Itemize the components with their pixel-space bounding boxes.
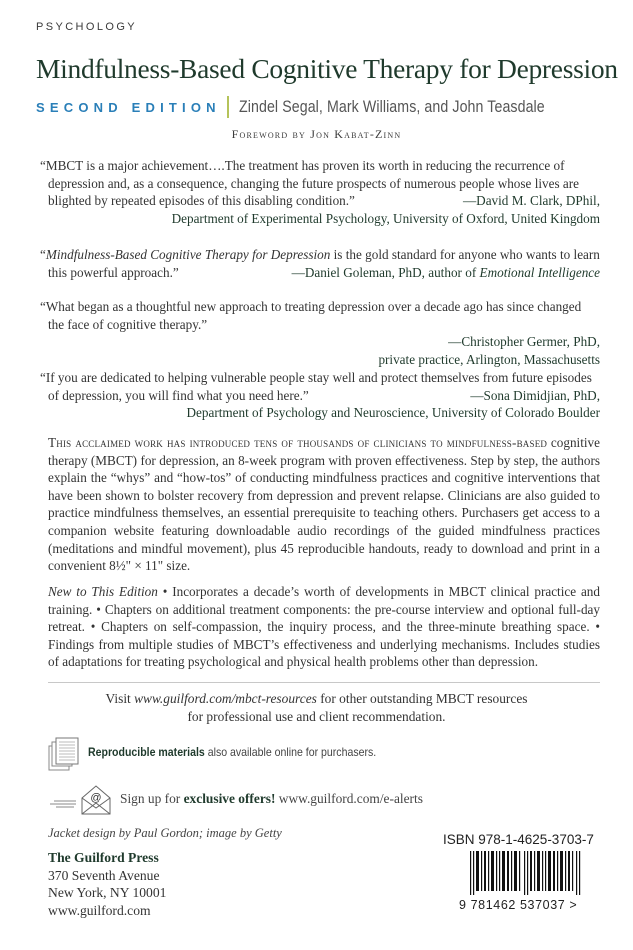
edition-divider [227,96,229,118]
foreword-credit: Foreword by Jon Kabat-Zinn [231,127,402,141]
book-description [48,434,600,575]
new-edition-features [48,583,600,671]
visit-prefix: Visit [105,691,135,706]
edition-author-row [36,95,596,119]
signup-prefix: Sign up for [120,791,184,806]
quote-text: “What began as a thoughtful new approach to treating depression over a decade ago has since changed the face of cognitive therapy.” [40,299,582,332]
endorsement-quote [40,246,600,281]
authors: Zindel Segal, Mark Williams, and John Teasdale [238,97,545,116]
quote-attribution-affiliation: Department of Experimental Psychology, University of Oxford, United Kingdom [171,210,600,226]
endorsement-quote [40,298,600,368]
visit-suffix: for other outstanding MBCT resources [316,691,528,706]
quote-attribution-name: —Christopher Germer, PhD, [448,334,600,350]
reproducible-bold: Reproducible materials [88,745,205,759]
quote-text: “MBCT is a major achievement….The treatment has proven its worth in reducing the recurrence of depression and, as a consequence, changing the future prospects of numerous people whose lives are blighted by repeated episodes of this disabling condition.” [40,158,579,209]
visit-resources [0,690,633,725]
barcode-digits: 9 781462 537037 > [459,898,578,912]
signup-offer: exclusive offers! [183,791,276,806]
resources-link[interactable]: www.guilford.com/mbct-resources [134,691,317,706]
endorsement-quote [40,369,600,422]
new-edition-body: • Incorporates a decade’s worth of developments in MBCT clinical practice and training. • Chapters on additional treatment components: the pre-course interview and optional full-day retreat. • Chapters on self-compassion, the inquiry process, and the three-minute breathing space. • Findings from multiple studies of MBCT’s effectiveness and underlying mechanisms. Includes studies of adaptations for treating psychological and physical health problems other than depression. [48,584,600,670]
book-title: Mindfulness-Based Cognitive Therapy for Depression [36,53,618,84]
quote-book-title: Mindfulness-Based Cognitive Therapy for Depression [45,247,331,262]
section-divider [48,682,600,683]
reproducible-text [88,745,376,759]
publisher-address-1: 370 Seventh Avenue [48,867,160,883]
description-body: cognitive therapy (MBCT) for depression, an 8-week program with proven effectiveness. Step by step, the authors explain the “whys” and “how-tos” of conducting mindfulness practices and cognitive interventions that have been shown to bolster recovery from depression and prevent relapse. Clinicians are also guided to practice mindfulness themselves, an essential prerequisite to teaching others. Purchasers get access to a companion website featuring downloadable audio recordings of the guided mindfulness practices (meditations and mindful movement), plus 45 reproducible handouts, ready to download and print in a convenient 8½" × 11" size. [48,435,600,574]
reproducible-rest: also available online for purchasers. [204,745,377,759]
publisher-block [48,849,166,919]
quote-text: is the gold standard for anyone who wants to learn this powerful approach.” [48,247,600,280]
quote-attribution-book: Emotional Intelligence [479,264,600,280]
signup-link[interactable]: www.guilford.com/e-alerts [275,791,423,806]
quote-attribution-name: —David M. Clark, DPhil, [462,193,600,209]
category-label: PSYCHOLOGY [36,21,138,33]
quote-attribution-affiliation: private practice, Arlington, Massachusetts [378,351,600,367]
new-edition-label: New to This Edition [48,584,158,599]
quote-attribution-affiliation: Department of Psychology and Neuroscience, University of Colorado Boulder [186,405,600,421]
publisher-name: The Guilford Press [48,850,159,865]
publisher-website[interactable]: www.guilford.com [48,902,151,918]
isbn-label: ISBN 978-1-4625-3703-7 [443,832,594,847]
quote-text: “If you are dedicated to helping vulnerable people stay well and protect themselves from future episodes of depression, you will find what you need here.” [40,370,592,403]
visit-line2: for professional use and client recommendation. [187,708,446,724]
signup-text [120,791,423,807]
endorsement-quote [40,157,600,227]
quote-attribution [291,264,600,282]
svg-text:@: @ [90,792,102,804]
barcode-icon [470,851,582,895]
email-signup [46,784,606,816]
quote-attribution-name: —Daniel Goleman, PhD, author of [291,264,480,280]
jacket-credit: Jacket design by Paul Gordon; image by Getty [48,826,282,840]
quote-attribution-name: —Sona Dimidjian, PhD, [470,387,600,403]
open-quote-mark: “ [40,247,46,262]
description-lead: This acclaimed work has introduced tens of thousands of clinicians to mindfulness-based [48,435,548,450]
publisher-address-2: New York, NY 10001 [48,885,167,901]
reproducible-materials-notice [48,737,608,771]
documents-stack-icon [48,737,80,771]
edition-label: SECOND EDITION [36,99,221,115]
email-envelope-icon [46,784,118,816]
